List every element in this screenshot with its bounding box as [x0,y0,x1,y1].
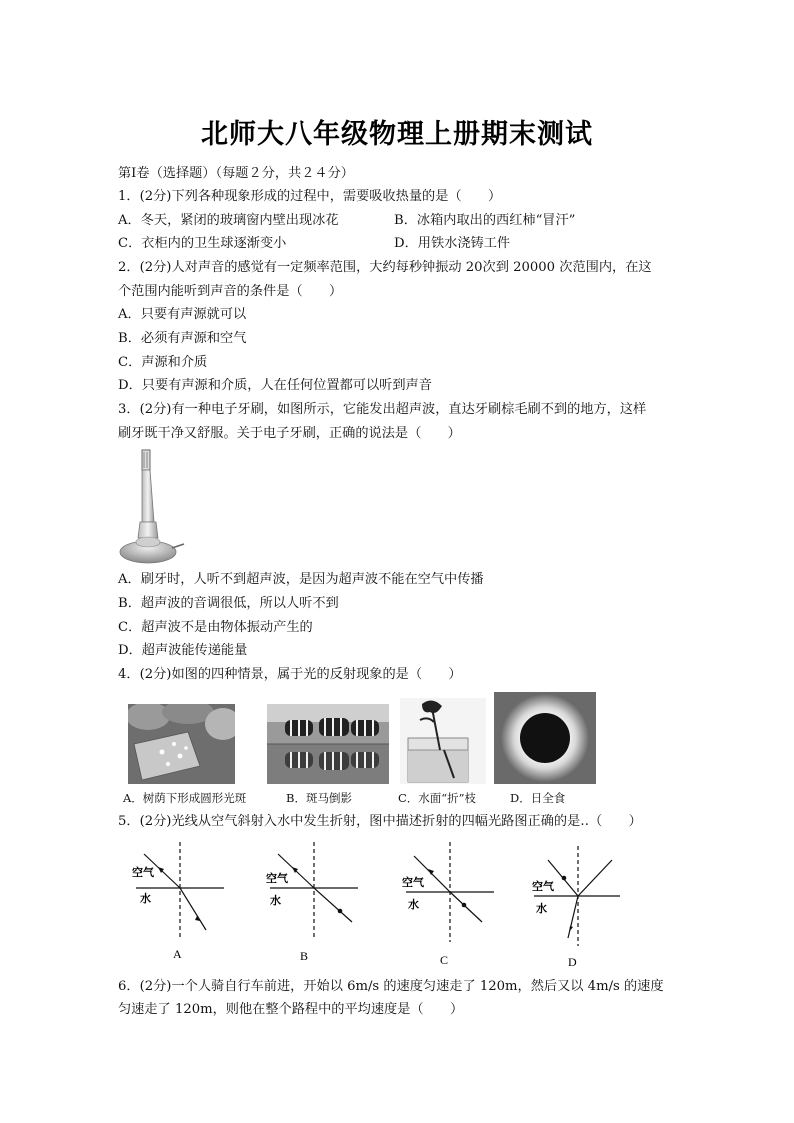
q3-stem-line1: 3．(2分)有一种电子牙刷，如图所示，它能发出超声波，直达牙刷棕毛刷不到的地方，这样 [118,402,647,417]
q4-caption-d: D．日全食 [510,791,566,805]
electric-toothbrush-image [118,448,188,566]
q3-option-a: A．刷牙时，人听不到超声波，是因为超声波不能在空气中传播 [118,572,484,587]
bent-stem-in-water-image [400,698,486,784]
q6-stem-line2: 匀速走了 120m，则他在整个路程中的平均速度是（ ） [118,1002,464,1017]
diagram-letter-b: B [300,949,309,963]
water-label: 水 [270,894,281,907]
q1-option-c: C．衣柜内的卫生球逐渐变小 [118,236,287,251]
refraction-diagram-b [262,842,362,964]
q1-option-d: D．用铁水浇铸工件 [394,236,511,251]
air-label: 空气 [132,866,154,879]
q1-option-a: A．冬天，紧闭的玻璃窗内壁出现冰花 [118,213,339,228]
q2-option-b: B．必须有声源和空气 [118,331,247,346]
refraction-diagram-a [128,842,228,964]
q4-caption-a: A．树荫下形成圆形光斑 [123,791,247,805]
refraction-diagram-d [530,842,630,968]
air-label: 空气 [402,876,424,889]
q1-option-b: B．冰箱内取出的西红柿“冒汗” [394,213,576,228]
q4-caption-c: C．水面“折”枝 [398,791,477,805]
q3-option-b: B．超声波的音调很低，所以人听不到 [118,596,339,611]
diagram-letter-c: C [440,953,449,964]
air-label: 空气 [266,872,288,885]
q2-option-a: A．只要有声源就可以 [118,307,247,322]
diagram-letter-d: D [568,955,577,968]
q3-option-d: D．超声波能传递能量 [118,643,248,658]
q1-stem: 1．(2分)下列各种现象形成的过程中，需要吸收热量的是（ ） [118,189,502,204]
q2-option-c: C．声源和介质 [118,355,208,370]
section-header: 第Ⅰ卷（选择题）（每题２分，共２４分） [118,166,354,181]
q3-option-c: C．超声波不是由物体振动产生的 [118,620,313,635]
q2-stem-line2: 个范围内能听到声音的条件是（ ） [118,284,343,299]
water-label: 水 [140,892,151,905]
q2-option-d: D．只要有声源和介质，人在任何位置都可以听到声音 [118,378,432,393]
total-solar-eclipse-image [494,692,596,784]
q4-stem: 4．(2分)如图的四种情景，属于光的反射现象的是（ ） [118,667,462,682]
q5-stem: 5．(2分)光线从空气斜射入水中发生折射，图中描述折射的四幅光路图正确的是‥（ ） [118,814,642,829]
tree-shade-light-spots-image [128,704,235,784]
q2-stem-line1: 2．(2分)人对声音的感觉有一定频率范围，大约每秒钟振动 20次到 20000 次范围内，在这 [118,260,652,275]
zebra-reflection-image [267,704,389,784]
refraction-diagram-c [398,842,498,964]
water-label: 水 [408,898,419,911]
water-label: 水 [536,902,547,915]
q3-stem-line2: 刷牙既干净又舒服。关于电子牙刷，正确的说法是（ ） [118,426,461,441]
page-title: 北师大八年级物理上册期末测试 [201,119,593,150]
q6-stem-line1: 6．(2分)一个人骑自行车前进，开始以 6m/s 的速度匀速走了 120m，然后又以 4m/s 的速度 [118,979,664,994]
q4-caption-b: B．斑马倒影 [286,791,352,805]
diagram-letter-a: A [173,947,182,961]
air-label: 空气 [532,880,554,893]
